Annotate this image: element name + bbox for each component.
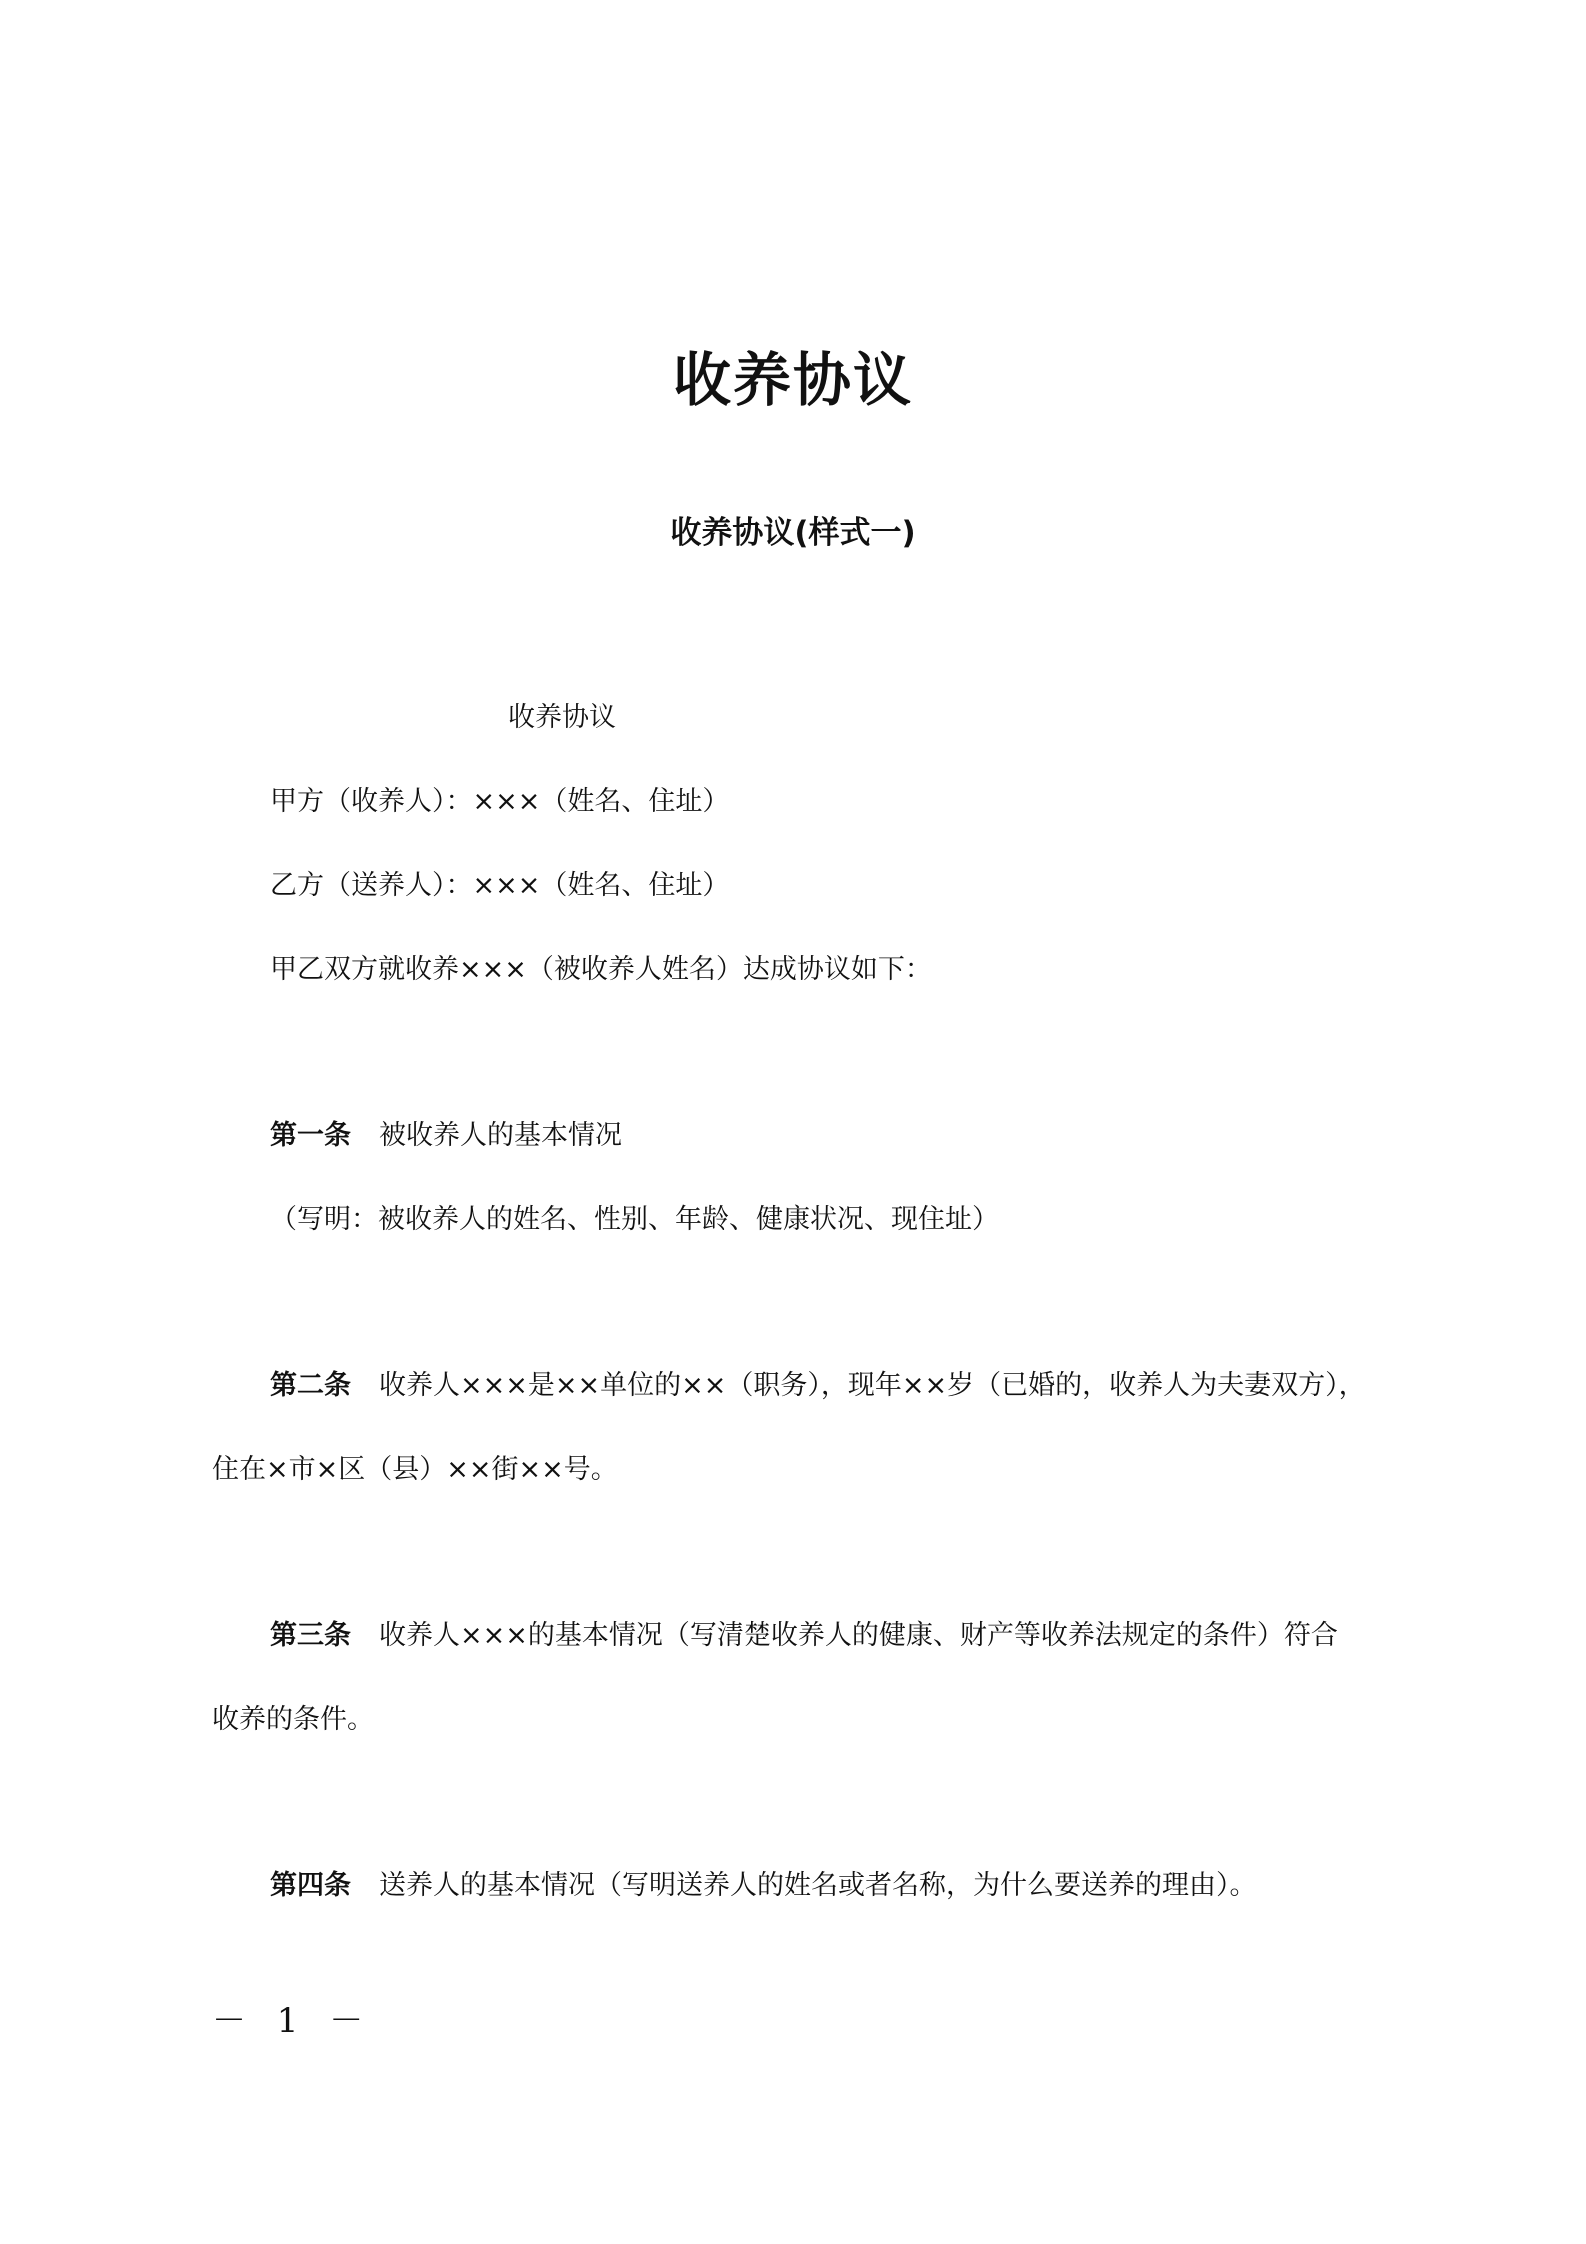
article-3-text: 收养人×××的基本情况（写清楚收养人的健康、财产等收养法规定的条件）符合 (379, 1620, 1338, 1651)
article-2-text: 收养人×××是××单位的××（职务），现年××岁（已婚的，收养人为夫妻双方）， (379, 1370, 1366, 1401)
article-4-text: 送养人的基本情况（写明送养人的姓名或者名称，为什么要送养的理由）。 (379, 1870, 1257, 1901)
intro-line: 甲乙双方就收养×××（被收养人姓名）达成协议如下： (270, 954, 932, 985)
article-1-text: 被收养人的基本情况 (379, 1120, 622, 1151)
inner-title: 收养协议 (508, 702, 616, 733)
article-2-continuation: 住在×市×区（县）××街××号。 (212, 1454, 618, 1485)
article-4-heading: 第四条 (270, 1870, 351, 1901)
party-b-line: 乙方（送养人）：×××（姓名、住址） (270, 870, 730, 901)
article-2-heading: 第二条 (270, 1370, 351, 1401)
article-3-heading: 第三条 (270, 1620, 351, 1651)
article-4 (270, 1864, 1257, 1908)
article-1-heading: 第一条 (270, 1120, 351, 1151)
party-a-line: 甲方（收养人）：×××（姓名、住址） (270, 786, 730, 817)
document-title: 收养协议 (672, 346, 913, 414)
article-3 (270, 1614, 1338, 1658)
article-3-continuation: 收养的条件。 (212, 1704, 374, 1735)
article-1 (270, 1114, 622, 1158)
article-1-note: （写明：被收养人的姓名、性别、年龄、健康状况、现住址） (270, 1204, 999, 1235)
page-number: － 1 － (212, 2001, 374, 2041)
document-subtitle: 收养协议(样式一) (670, 515, 916, 551)
article-2 (270, 1364, 1366, 1408)
